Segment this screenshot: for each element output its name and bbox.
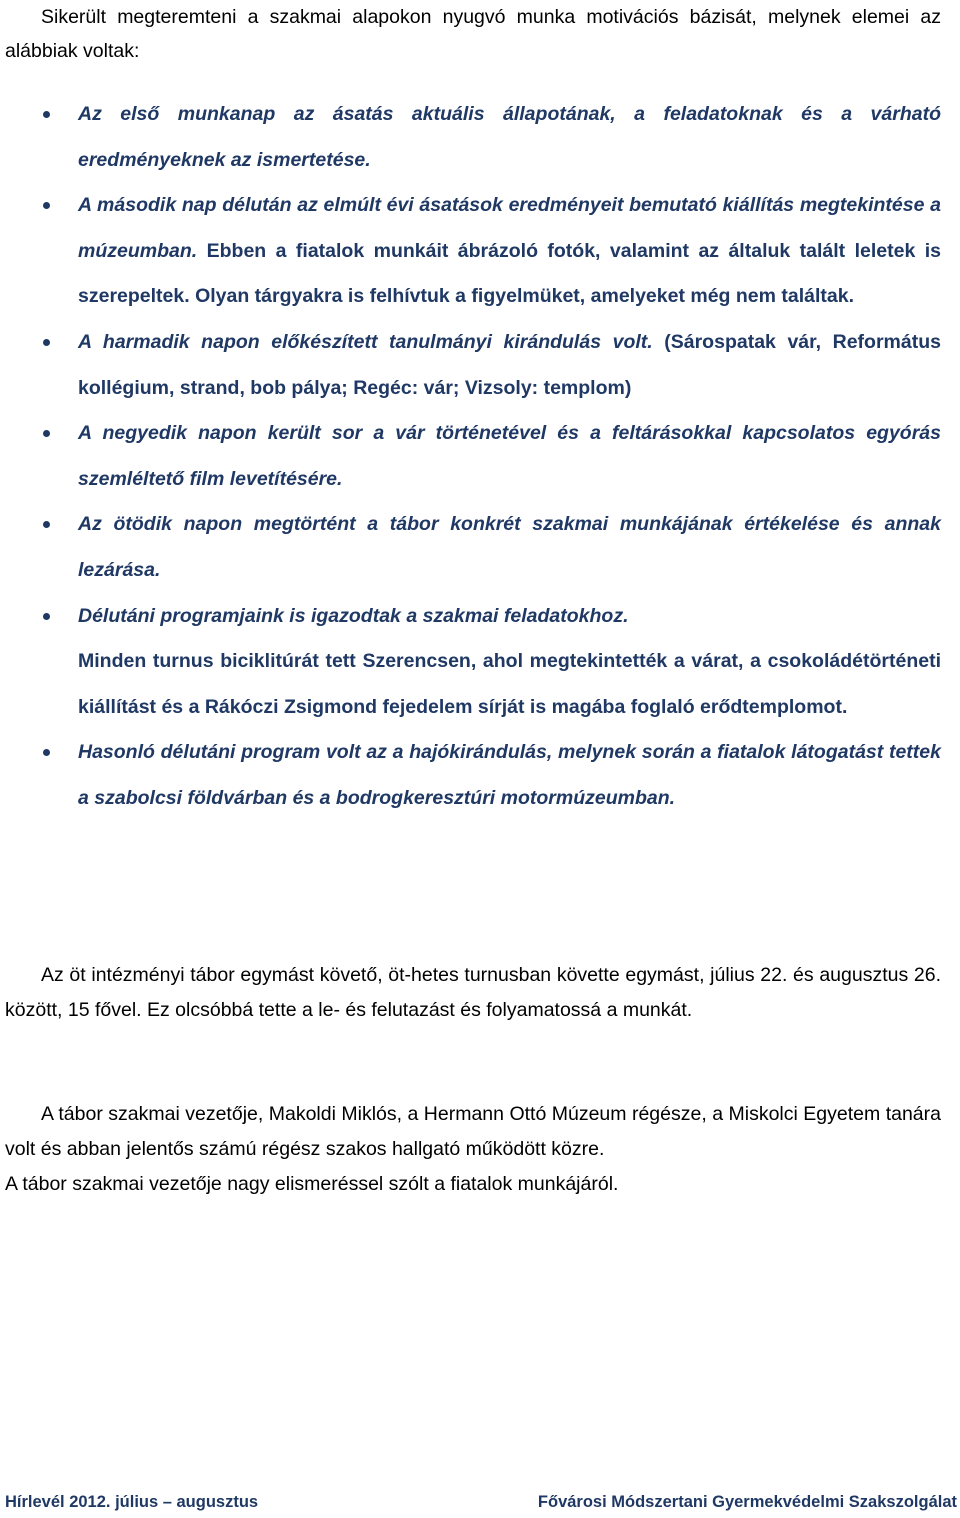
list-item-text: A harmadik napon előkészített tanulmányi kirándulás volt. xyxy=(78,330,653,353)
list-item-text: Hasonló délutáni program volt az a hajókirándulás, melynek során a fiatalok látogatást tettek a szabolcsi földvárban és a bodrogkeresztúri motormúzeumban. xyxy=(78,741,941,809)
list-item xyxy=(0,730,941,821)
list-item-text: A második nap délután az elmúlt évi ásatások eredményeit bemutató kiállítás megtekintése a múzeumban. xyxy=(78,194,941,262)
bullet-icon xyxy=(43,613,50,620)
bullet-icon xyxy=(43,202,50,209)
bullet-icon xyxy=(43,521,50,528)
intro-paragraph: Sikerült megteremteni a szakmai alapokon nyugvó munka motivációs bázisát, melynek elemei az alábbiak voltak: xyxy=(5,6,941,62)
bullet-icon xyxy=(43,339,50,346)
list-item xyxy=(0,183,941,320)
bullet-icon xyxy=(43,430,50,437)
list-item-text: Az ötödik napon megtörtént a tábor konkrét szakmai munkájának értékelése és annak lezárása. xyxy=(78,513,941,581)
program-list xyxy=(0,92,941,822)
camp-leader-paragraph: A tábor szakmai vezetője, Makoldi Miklós, a Hermann Ottó Múzeum régésze, a Miskolci Egyetem tanára volt és abban jelentős számú régész szakos hallgató működött közre. xyxy=(5,1103,941,1160)
bike-tour-paragraph xyxy=(0,639,941,730)
footer-newsletter: Hírlevél 2012. július – augusztus xyxy=(5,1493,259,1511)
bullet-icon xyxy=(43,111,50,118)
list-item-extra: Ebben a fiatalok munkáit ábrázoló fotók, valamint az általuk talált leletek is szerepeltek. Olyan tárgyakra is felhívtuk a figyelmüket, amelyeket még nem találtak. xyxy=(78,239,942,308)
bullet-icon xyxy=(43,749,50,756)
list-item-text: A negyedik napon került sor a vár történetével és a feltárásokkal kapcsolatos egyórás szemléltető film levetítésére. xyxy=(78,422,941,490)
list-item xyxy=(0,502,941,593)
list-item xyxy=(0,92,941,183)
camp-schedule-paragraph: Az öt intézményi tábor egymást követő, öt-hetes turnusban követte egymást, július 22. és augusztus 26. között, 15 fővel. Ez olcsóbbá tette a le- és felutazást és folyamatossá a munkát. xyxy=(5,964,941,1021)
list-item xyxy=(0,411,941,502)
closing-paragraph: A tábor szakmai vezetője nagy elismeréssel szólt a fiatalok munkájáról. xyxy=(5,1173,619,1195)
page-footer xyxy=(5,1493,957,1512)
bike-tour-text: Minden turnus biciklitúrát tett Szerencsen, ahol megtekintették a várat, a csokoládétörténeti kiállítást és a Rákóczi Zsigmond fejedelem sírját is magába foglaló erődtemplomot. xyxy=(78,650,941,718)
list-item xyxy=(0,594,941,640)
list-item-extra: (Sárospatak vár, Református kollégium, strand, bob pálya; Regéc: vár; Vizsoly: templom) xyxy=(78,330,941,399)
footer-organization: Fővárosi Módszertani Gyermekvédelmi Szakszolgálat xyxy=(537,1493,957,1511)
list-item-text: Az első munkanap az ásatás aktuális állapotának, a feladatoknak és a várható eredményeknek az ismertetése. xyxy=(78,103,941,171)
list-item xyxy=(0,320,941,411)
list-item-text: Délutáni programjaink is igazodtak a szakmai feladatokhoz. xyxy=(78,604,629,627)
